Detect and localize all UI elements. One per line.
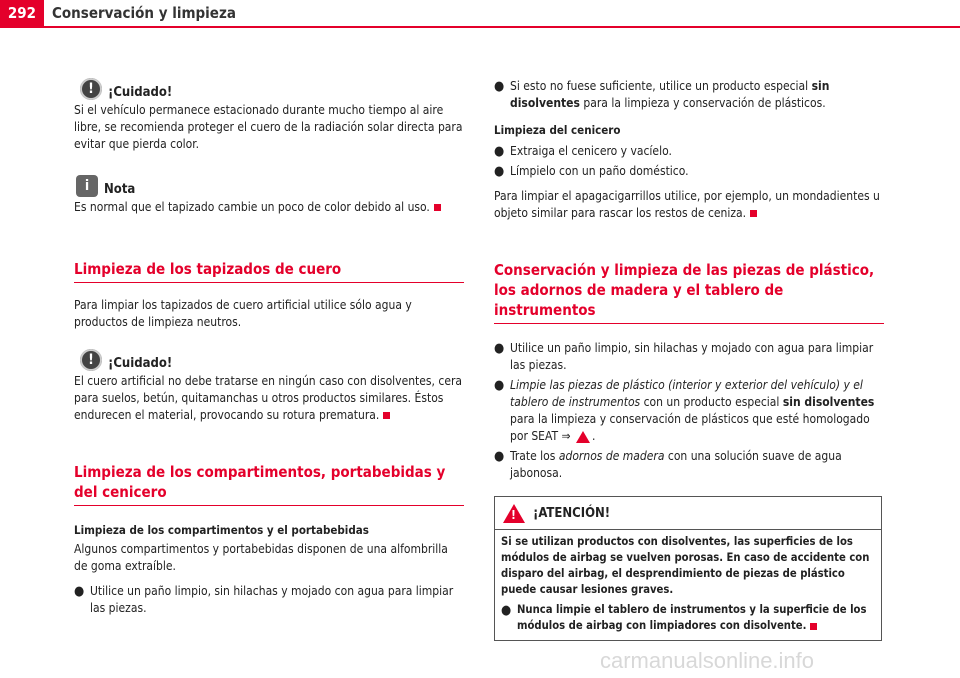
warning-label: ¡ATENCIÓN! [533, 505, 611, 521]
bullet-icon: ● [74, 584, 85, 599]
warning-triangle-icon [503, 504, 525, 523]
bullet-text [517, 602, 875, 634]
text-segment: con una solución suave de agua jabonosa. [510, 449, 842, 480]
compartments-subhead: Limpieza de los compartimentos y el portabebidas [74, 523, 369, 537]
text-segment: con un producto especial [640, 395, 783, 409]
text-segment: Si esto no fuese suficiente, utilice un producto especial [510, 79, 812, 93]
caution-text: Si el vehículo permanece estacionado durante mucho tiempo al aire libre, se recomienda proteger el cuero de la radiación solar directa para evitar que pierda color. [74, 103, 463, 151]
caution-text-2 [74, 373, 464, 424]
page-number: 292 [0, 0, 44, 26]
compartments-text: Algunos compartimentos y portabebidas disponen de una alfombrilla de goma extraíble. [74, 542, 448, 573]
note-text [74, 199, 464, 216]
list-item [501, 602, 875, 634]
caution-label: ¡Cuidado! [108, 85, 173, 100]
text-segment: para la limpieza y conservación de plásticos que esté homologado por SEAT ⇒ [510, 412, 870, 443]
caution-text-2-content: El cuero artificial no debe tratarse en ningún caso con disolventes, cera para suelos, betún, quitamanchas u otros productos similares. Éstos endurecen el material, provocando su rotura prematura. [74, 374, 463, 422]
text-bold: sin disolventes [782, 395, 875, 409]
warning-text: Si se utilizan productos con disolventes, las superficies de los módulos de airbag se vuelven porosas. En caso de accidente con disparo del airbag, el desprendimiento de piezas de plástico puede causar lesiones graves. [501, 535, 870, 596]
warning-ref-icon[interactable] [576, 431, 590, 443]
chapter-title: Conservación y limpieza [52, 4, 236, 22]
bullet-icon: ● [494, 164, 505, 179]
bullet-text: Utilice un paño limpio, sin hilachas y mojado con agua para limpiar las piezas. [510, 341, 874, 372]
bullet-text: Utilice un paño limpio, sin hilachas y mojado con agua para limpiar las piezas. [90, 584, 454, 615]
warning-box [494, 496, 882, 641]
caution-icon: ! [80, 78, 102, 100]
text-italic: Limpie las piezas de plástico (interior y exterior del vehículo) y el tablero de instrumentos [510, 378, 863, 409]
info-icon: i [76, 175, 98, 197]
text-segment: Trate los [510, 449, 559, 463]
list-item [494, 143, 884, 160]
section-title-compartments: Limpieza de los compartimentos, portabebidas y del cenicero [74, 462, 464, 506]
list-item [494, 163, 884, 180]
leather-text: Para limpiar los tapizados de cuero artificial utilice sólo agua y productos de limpieza neutros. [74, 298, 412, 329]
bullet-icon: ● [501, 603, 512, 618]
note-heading [76, 175, 464, 197]
list-item [494, 340, 884, 374]
end-mark-icon [750, 210, 757, 217]
list-item [74, 583, 464, 617]
note-text-content: Es normal que el tapizado cambie un poco de color debido al uso. [74, 200, 430, 214]
bullet-icon: ● [494, 79, 505, 94]
list-item [494, 78, 884, 112]
ashtray-text [494, 188, 884, 222]
end-mark-icon [383, 412, 390, 419]
bullet-icon: ● [494, 378, 505, 393]
section-title-leather: Limpieza de los tapizados de cuero [74, 259, 464, 283]
end-mark-icon [434, 204, 441, 211]
warning-body [495, 530, 881, 640]
right-column [494, 78, 884, 641]
bullet-icon: ● [494, 449, 505, 464]
end-mark-icon [810, 623, 817, 630]
caution-icon: ! [80, 349, 102, 371]
bullet-icon: ● [494, 144, 505, 159]
bullet-text: Límpielo con un paño doméstico. [510, 164, 689, 178]
bullet-text [510, 78, 884, 112]
text-bold: sin disolventes [510, 79, 830, 110]
bullet-text: Extraiga el cenicero y vacíelo. [510, 144, 672, 158]
warning-heading [495, 497, 881, 530]
list-item [494, 448, 884, 482]
caution-heading [80, 78, 464, 100]
bullet-text [510, 448, 884, 482]
text-segment: para la limpieza y conservación de plásticos. [579, 96, 826, 110]
warning-bullet-content: Nunca limpie el tablero de instrumentos y la superficie de los módulos de airbag con limpiadores con disolvente. [517, 603, 867, 632]
note-label: Nota [104, 182, 136, 197]
bullet-icon: ● [494, 341, 505, 356]
header-rule [0, 26, 960, 28]
ashtray-text-content: Para limpiar el apagacigarrillos utilice, por ejemplo, un mondadientes u objeto similar para rascar los restos de ceniza. [494, 189, 880, 220]
section-title-plastic: Conservación y limpieza de las piezas de plástico, los adornos de madera y el tablero de instrumentos [494, 260, 884, 324]
caution-heading-2 [80, 349, 464, 371]
page-header [0, 0, 960, 28]
ashtray-subhead: Limpieza del cenicero [494, 123, 621, 137]
caution-label-2: ¡Cuidado! [108, 356, 173, 371]
text-italic: adornos de madera [558, 449, 665, 463]
watermark: carmanualsonline.info [600, 648, 815, 673]
bullet-text: Limpie las piezas de plástico (interior y exterior del vehículo) y el tablero de instrumentos con un producto especial sin disolventes para la limpieza y conservación de plásticos que esté homologado por SEAT ⇒ . [510, 378, 875, 443]
list-item [494, 377, 884, 445]
left-column [74, 78, 464, 617]
